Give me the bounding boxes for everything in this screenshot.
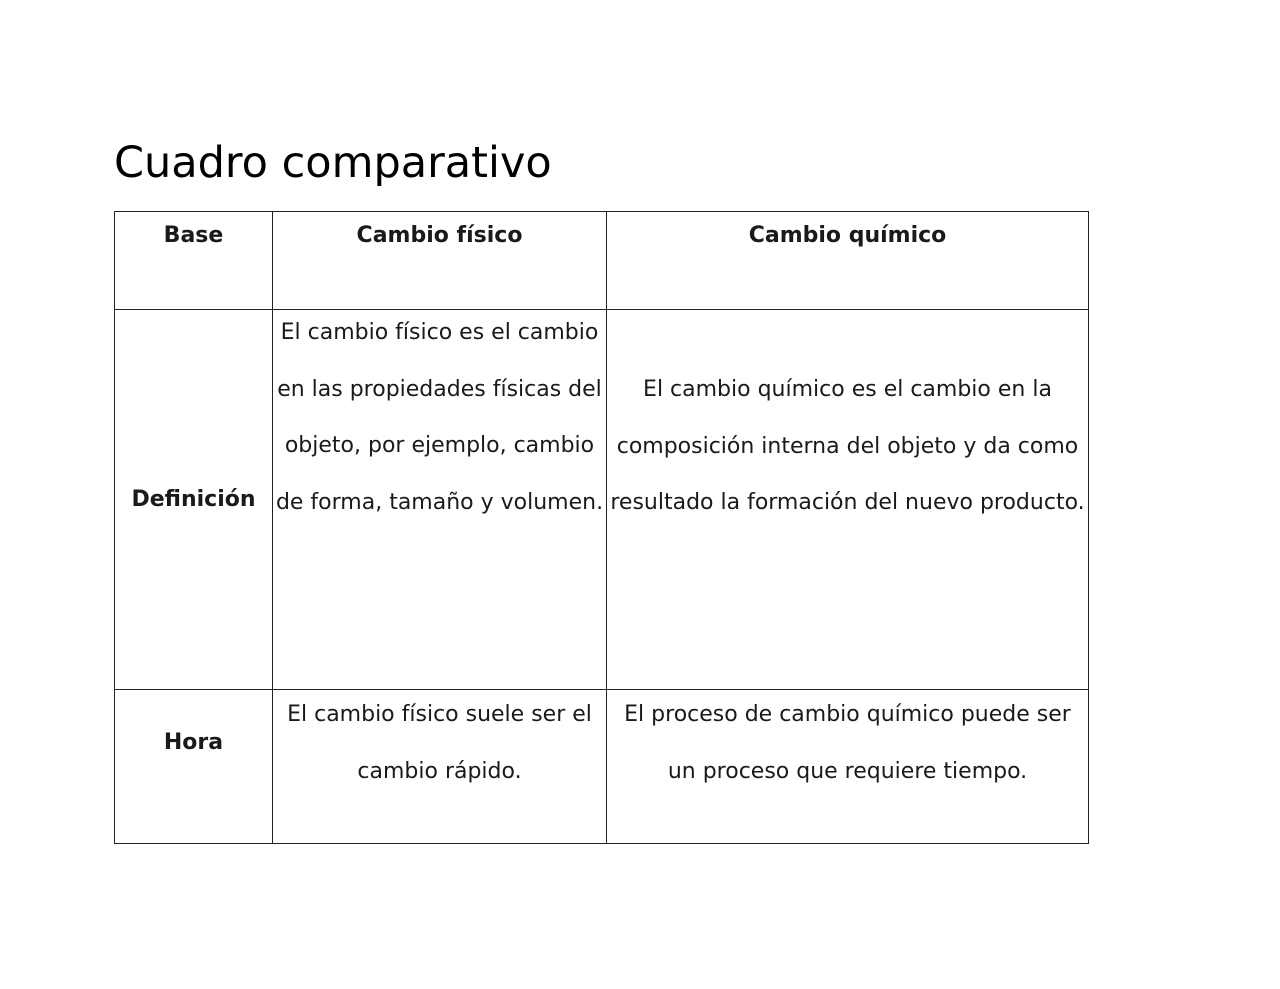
cell-text: El cambio físico suele ser el cambio rápido.: [287, 702, 592, 784]
comparison-table: [114, 211, 1089, 844]
row-label-definicion: Definición: [115, 310, 273, 690]
header-cambio-fisico: Cambio físico: [273, 212, 607, 310]
cell-definicion-quimico: [607, 310, 1089, 690]
header-base: Base: [115, 212, 273, 310]
table-row-definicion: [115, 310, 1089, 690]
header-cambio-quimico: Cambio químico: [607, 212, 1089, 310]
cell-definicion-fisico: [273, 310, 607, 690]
table-header-row: [115, 212, 1089, 310]
page-title: Cuadro comparativo: [114, 138, 552, 188]
cell-text: El cambio físico es el cambio en las propiedades físicas del objeto, por ejemplo, cambio de forma, tamaño y volumen.: [275, 320, 604, 515]
row-label-hora: Hora: [115, 690, 273, 844]
cell-hora-quimico: [607, 690, 1089, 844]
table-row-hora: [115, 690, 1089, 844]
cell-hora-fisico: [273, 690, 607, 844]
cell-text: El proceso de cambio químico puede ser un proceso que requiere tiempo.: [624, 702, 1071, 784]
cell-text: El cambio químico es el cambio en la composición interna del objeto y da como resultado la formación del nuevo producto.: [610, 377, 1085, 515]
